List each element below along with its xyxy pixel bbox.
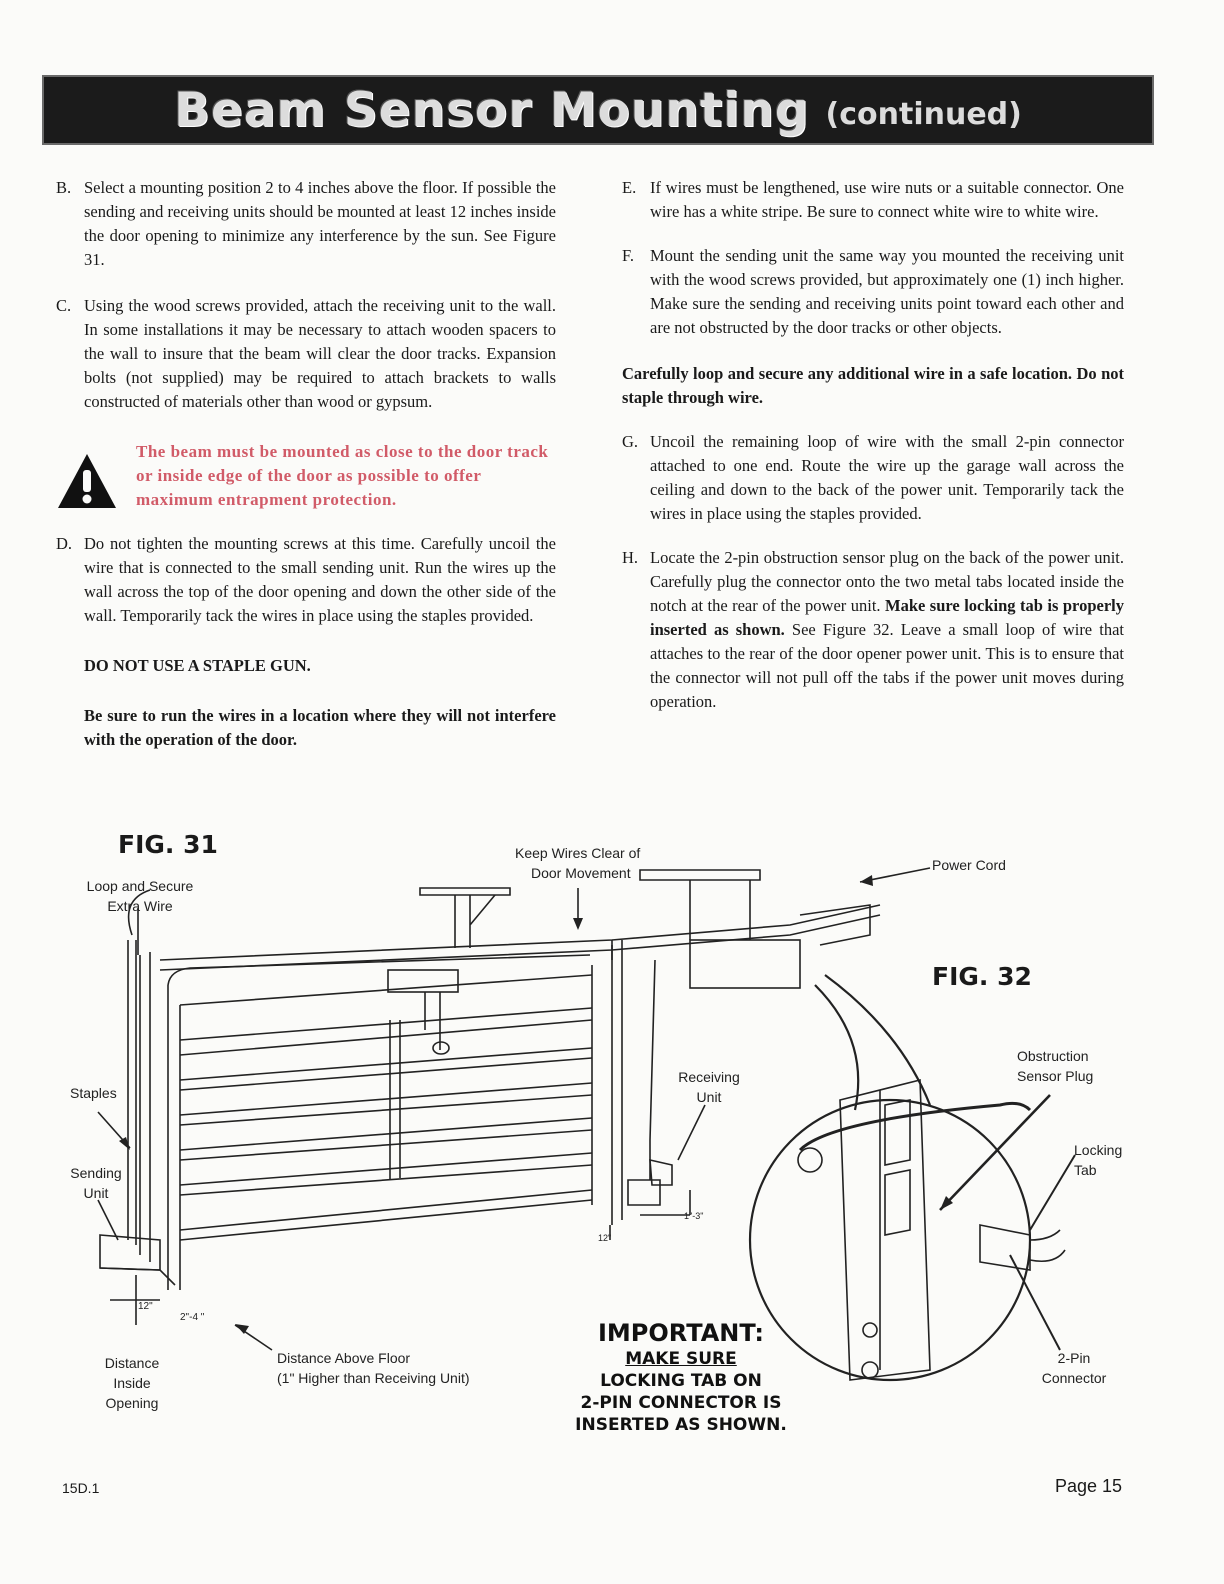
fig31-above-line2: (1" Higher than Receiving Unit) (277, 1370, 470, 1386)
fig31-loop-line2: Extra Wire (107, 898, 173, 914)
step-h-text-bold: Make sure locking tab is properly inserted as shown. (650, 596, 1124, 639)
fig31-label-above-floor (277, 1348, 470, 1388)
fig31-receiving-line2: Unit (696, 1089, 722, 1105)
fig32-label-obstruction (1017, 1046, 1093, 1086)
fig31-label-staples: Staples (70, 1085, 117, 1101)
step-b-text: Select a mounting position 2 to 4 inches above the floor. If possible the sending and receiving units should be mounted at least 12 inches inside the door opening to minimize any interference by the sun. See Figure 31. (84, 178, 556, 269)
fig31-dim-12b: 12" (598, 1233, 612, 1243)
fig31-above-line1: Distance Above Floor (277, 1350, 411, 1366)
fig31-dim-2-4: 2"-4 " (180, 1312, 205, 1323)
wire-location-note: Be sure to run the wires in a location where they will not interfere with the operation of the door. (84, 706, 556, 749)
fig32-label-2pin (1036, 1348, 1112, 1388)
fig31-dist-line1: Distance (104, 1355, 160, 1371)
footer-page-number: Page 15 (1055, 1476, 1123, 1496)
step-c-text: Using the wood screws provided, attach the receiving unit to the wall. In some installations it may be necessary to attach wooden spacers to the wall to insure that the beam will clear the door tracks. Expansion bolts (not supplied) may be required to attach brackets to walls constructed of materials other than wood or gypsum. (84, 296, 556, 411)
important-line4: INSERTED AS SHOWN. (575, 1415, 787, 1435)
fig31-receiving-line1: Receiving (678, 1069, 740, 1085)
fig32-label-locking-tab (1074, 1140, 1122, 1180)
no-staple-gun-note: DO NOT USE A STAPLE GUN. (84, 656, 311, 675)
fig31-dim-1-3: 1"-3" (684, 1211, 704, 1221)
fig32-locking-line2: Tab (1074, 1162, 1097, 1178)
step-h-text-before: Locate the 2-pin obstruction sensor plug on the back of the power unit. Carefully plug the connector onto the two metal tabs located inside the notch at the rear of the power unit. (650, 548, 1124, 615)
important-line1: MAKE SURE (625, 1349, 737, 1369)
fig31-label-receiving (674, 1067, 744, 1107)
warning-text: The beam must be mounted as close to the door track or inside edge of the door as possible to offer maximum entrapment protection. (136, 442, 549, 509)
loop-secure-note: Carefully loop and secure any additional wire in a safe location. Do not staple through wire. (622, 364, 1124, 407)
step-d-text: Do not tighten the mounting screws at this time. Carefully uncoil the wire that is connected to the small sending unit. Run the wires up the wall across the top of the door opening and down the other side of the wall. Temporarily tack the wires in place using the staples provided. (84, 534, 556, 625)
fig31-sending-line1: Sending (70, 1165, 122, 1181)
step-f-text: Mount the sending unit the same way you mounted the receiving unit with the wood screws provided, but approximately one (1) inch higher. Make sure the sending and receiving units point toward each other and are not obstructed by the door tracks or other objects. (650, 246, 1124, 337)
important-heading: IMPORTANT: (597, 1319, 765, 1347)
page-title: Beam Sensor Mounting (174, 82, 810, 138)
fig31-title: FIG. 31 (118, 830, 218, 859)
step-d-letter: D. (56, 534, 73, 553)
fig31-dim-12: 12" (138, 1301, 153, 1312)
fig32-obstruction-line2: Sensor Plug (1017, 1068, 1094, 1084)
step-g-letter: G. (622, 432, 639, 451)
fig31-label-sending (66, 1163, 126, 1203)
fig32-title: FIG. 32 (932, 962, 1032, 991)
important-line2: LOCKING TAB ON (600, 1371, 762, 1391)
fig31-dist-line2: Inside (113, 1375, 151, 1391)
step-c-letter: C. (56, 296, 72, 315)
step-h-text-after: See Figure 32. Leave a small loop of wire that attaches to the rear of the door opener power unit. This is to ensure that the connector will not pull off the tabs if the power unit moves during operation. (650, 620, 1124, 711)
step-h-letter: H. (622, 548, 639, 567)
fig31-keep-line1: Keep Wires Clear of (515, 845, 641, 861)
footer-code: 15D.1 (62, 1480, 100, 1496)
page-subtitle: (continued) (825, 96, 1022, 132)
step-e-text: If wires must be lengthened, use wire nuts or a suitable connector. One wire has a white stripe. Be sure to connect white wire to white wire. (650, 178, 1124, 221)
fig31-loop-line1: Loop and Secure (86, 878, 194, 894)
step-e-letter: E. (622, 178, 637, 197)
fig31-label-distance-inside (92, 1353, 172, 1413)
fig31-dist-line3: Opening (105, 1395, 159, 1411)
fig31-label-keep-wires (515, 843, 665, 883)
fig32-locking-line1: Locking (1074, 1142, 1123, 1158)
step-f-letter: F. (622, 246, 634, 265)
important-line3: 2-PIN CONNECTOR IS (580, 1393, 782, 1413)
important-note (556, 1318, 806, 1436)
step-b-letter: B. (56, 178, 72, 197)
fig31-sending-line2: Unit (83, 1185, 109, 1201)
fig32-obstruction-line1: Obstruction (1017, 1048, 1089, 1064)
fig32-label-power-cord: Power Cord (932, 857, 1006, 873)
fig32-2pin-line2: Connector (1041, 1370, 1107, 1386)
fig31-label-loop (75, 876, 205, 916)
fig31-keep-line2: Door Movement (531, 865, 631, 881)
fig32-2pin-line1: 2-Pin (1057, 1350, 1091, 1366)
step-g-text: Uncoil the remaining loop of wire with the small 2-pin connector attached to one end. Route the wire up the garage wall across the ceiling and down to the back of the power unit. Temporarily tack the wires in place using the staples provided. (650, 432, 1124, 523)
